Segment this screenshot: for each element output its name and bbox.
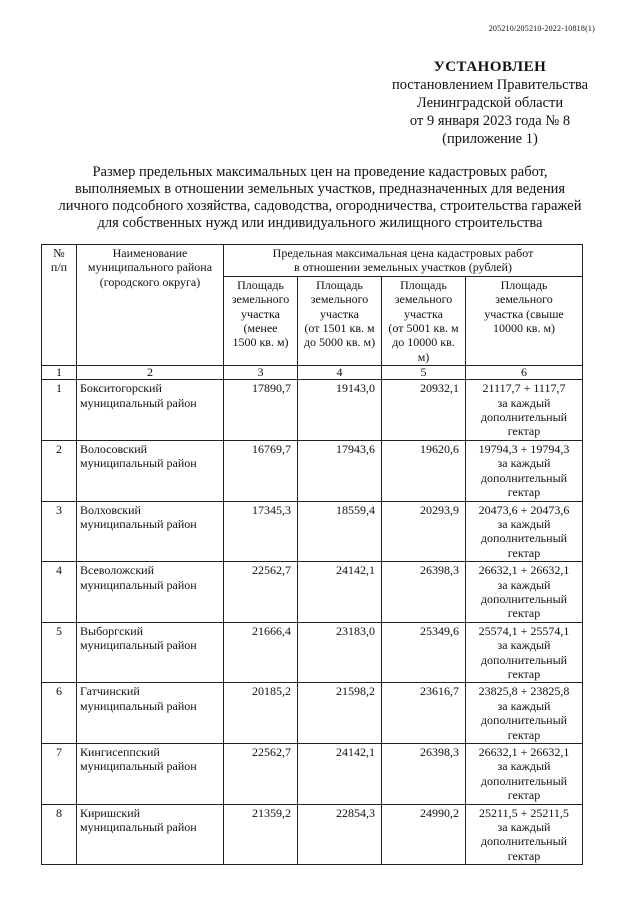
price-table: [41, 244, 583, 865]
price-formula: 25574,1 + 25574,1: [478, 623, 570, 638]
header-area-line: земельного: [231, 292, 290, 307]
district-name-line: Киришский: [80, 805, 141, 820]
table-row: [42, 380, 583, 441]
header-price-line: Предельная максимальная цена кадастровых работ: [272, 246, 534, 260]
table-row: [42, 683, 583, 744]
header-area-line: Площадь: [500, 277, 548, 292]
header-area-1501-5000: [298, 276, 382, 365]
district-name: [77, 744, 224, 805]
price-under-1500: 22562,7: [224, 744, 298, 805]
per-hectare-line: дополнительный: [480, 834, 568, 849]
district-name-line: муниципальный район: [80, 516, 197, 531]
title-line: выполняемых в отношении земельных участков, предназначенных для ведения: [74, 181, 566, 197]
header-area-line: Площадь: [316, 277, 363, 292]
table-row: [42, 622, 583, 683]
per-hectare-line: дополнительный: [480, 470, 568, 485]
column-number-row: [42, 366, 583, 380]
header-area-line: земельного: [394, 292, 453, 307]
district-name: [77, 380, 224, 441]
district-name-line: муниципальный район: [80, 759, 197, 774]
header-price-group: [224, 245, 583, 277]
column-number: 4: [298, 366, 382, 380]
approval-stamp: [380, 58, 600, 148]
district-name-line: муниципальный район: [80, 698, 197, 713]
price-under-1500: 17890,7: [224, 380, 298, 441]
header-area-line: (менее: [243, 321, 278, 336]
price-formula: 26632,1 + 26632,1: [478, 563, 570, 578]
per-hectare-line: за каждый: [497, 759, 551, 774]
per-hectare-line: гектар: [507, 666, 541, 681]
district-name: [77, 440, 224, 501]
per-hectare-line: за каждый: [497, 577, 551, 592]
price-5001-10000: 24990,2: [382, 804, 466, 865]
header-number: [42, 245, 77, 366]
header-area-over-10000: [466, 276, 583, 365]
price-formula: 25211,5 + 25211,5: [479, 805, 569, 820]
row-number: 4: [42, 562, 77, 623]
header-area-line: участка: [404, 306, 443, 321]
price-1501-5000: 22854,3: [298, 804, 382, 865]
price-5001-10000: 20932,1: [382, 380, 466, 441]
district-name-line: Выборгский: [80, 623, 144, 638]
price-over-10000: [466, 501, 583, 562]
price-5001-10000: 25349,6: [382, 622, 466, 683]
row-number: 7: [42, 744, 77, 805]
header-area-line: земельного: [495, 292, 553, 307]
per-hectare-line: за каждый: [497, 395, 551, 410]
price-under-1500: 21666,4: [224, 622, 298, 683]
price-under-1500: 21359,2: [224, 804, 298, 865]
document-title: [30, 164, 610, 232]
price-over-10000: [466, 683, 583, 744]
header-area-5001-10000: [382, 276, 466, 365]
price-formula: 21117,7 + 1117,7: [482, 381, 566, 396]
district-name-line: Бокситогорский: [80, 381, 162, 396]
district-name: [77, 804, 224, 865]
per-hectare-line: дополнительный: [480, 773, 568, 788]
per-hectare-line: гектар: [507, 848, 541, 863]
approval-line: Ленинградской области: [416, 95, 564, 111]
per-hectare-line: гектар: [507, 788, 541, 803]
price-5001-10000: 26398,3: [382, 562, 466, 623]
price-5001-10000: 23616,7: [382, 683, 466, 744]
header-area-under-1500: [224, 276, 298, 365]
per-hectare-line: дополнительный: [480, 591, 568, 606]
district-name-line: Кингисеппский: [80, 745, 160, 759]
price-under-1500: 22562,7: [224, 562, 298, 623]
table-row: [42, 804, 583, 865]
district-name-line: муниципальный район: [80, 638, 197, 653]
price-1501-5000: 24142,1: [298, 744, 382, 805]
header-area-line: до 10000 кв. м): [392, 335, 455, 364]
header-name-line: муниципального района: [87, 260, 213, 275]
column-number: 5: [382, 366, 466, 380]
per-hectare-line: за каждый: [497, 516, 551, 531]
district-name: [77, 683, 224, 744]
row-number: 6: [42, 683, 77, 744]
column-number: 1: [42, 366, 77, 380]
district-name-line: муниципальный район: [80, 456, 197, 471]
column-number: 3: [224, 366, 298, 380]
price-1501-5000: 19143,0: [298, 380, 382, 441]
price-over-10000: [466, 744, 583, 805]
price-5001-10000: 26398,3: [382, 744, 466, 805]
table-row: [42, 744, 583, 805]
per-hectare-line: дополнительный: [480, 652, 568, 667]
title-line: Размер предельных максимальных цен на проведение кадастровых работ,: [92, 164, 548, 180]
district-name-line: муниципальный район: [80, 820, 197, 835]
header-area-line: Площадь: [400, 277, 447, 292]
price-formula: 19794,3 + 19794,3: [478, 441, 570, 456]
document-id: 205210/205210-2022-10818(1): [488, 24, 595, 33]
district-name-line: Гатчинский: [80, 684, 140, 699]
price-1501-5000: 17943,6: [298, 440, 382, 501]
table-row: [42, 562, 583, 623]
price-1501-5000: 18559,4: [298, 501, 382, 562]
header-area-line: участка: [320, 306, 359, 321]
price-under-1500: 20185,2: [224, 683, 298, 744]
price-under-1500: 16769,7: [224, 440, 298, 501]
row-number: 8: [42, 804, 77, 865]
header-name-line: (городского округа): [99, 274, 201, 289]
per-hectare-line: гектар: [507, 545, 541, 560]
header-area-line: участка (свыше: [484, 306, 564, 321]
row-number: 1: [42, 380, 77, 441]
district-name-line: Волосовский: [80, 441, 148, 456]
price-5001-10000: 19620,6: [382, 440, 466, 501]
per-hectare-line: гектар: [507, 424, 541, 439]
district-name-line: муниципальный район: [80, 395, 197, 410]
per-hectare-line: за каждый: [497, 698, 551, 713]
price-formula: 26632,1 + 26632,1: [478, 745, 570, 759]
header-number-line: п/п: [50, 260, 68, 275]
title-line: личного подсобного хозяйства, садоводства, огородничества, строительства гаражей: [58, 198, 582, 214]
header-area-line: земельного: [310, 292, 369, 307]
column-number: 6: [466, 366, 583, 380]
price-formula: 23825,8 + 23825,8: [478, 684, 570, 699]
price-5001-10000: 20293,9: [382, 501, 466, 562]
approval-line: постановлением Правительства: [391, 77, 589, 93]
header-district-name: [77, 245, 224, 366]
price-over-10000: [466, 562, 583, 623]
district-name-line: муниципальный район: [80, 577, 197, 592]
per-hectare-line: дополнительный: [480, 531, 568, 546]
per-hectare-line: гектар: [507, 727, 541, 742]
per-hectare-line: гектар: [507, 485, 541, 500]
price-1501-5000: 21598,2: [298, 683, 382, 744]
district-name: [77, 562, 224, 623]
header-area-line: (от 1501 кв. м: [304, 321, 375, 336]
row-number: 5: [42, 622, 77, 683]
title-line: для собственных нужд или индивидуального жилищного строительства: [97, 215, 543, 231]
district-name: [77, 622, 224, 683]
header-area-line: до 5000 кв. м): [303, 335, 376, 350]
per-hectare-line: за каждый: [497, 456, 551, 471]
district-name: [77, 501, 224, 562]
per-hectare-line: гектар: [507, 606, 541, 621]
header-area-line: участка: [241, 306, 280, 321]
per-hectare-line: за каждый: [497, 820, 551, 835]
price-over-10000: [466, 804, 583, 865]
per-hectare-line: за каждый: [497, 638, 551, 653]
header-price-line: в отношении земельных участков (рублей): [294, 260, 512, 275]
header-area-line: 1500 кв. м): [232, 335, 289, 350]
header-area-line: (от 5001 кв. м: [388, 321, 459, 336]
approval-heading: УСТАНОВЛЕН: [433, 59, 547, 75]
price-1501-5000: 24142,1: [298, 562, 382, 623]
header-area-line: Площадь: [237, 277, 284, 292]
price-formula: 20473,6 + 20473,6: [478, 502, 570, 517]
price-over-10000: [466, 622, 583, 683]
header-number-line: №: [53, 246, 65, 260]
table-row: [42, 440, 583, 501]
district-name-line: Всеволожский: [80, 563, 154, 578]
table-row: [42, 501, 583, 562]
per-hectare-line: дополнительный: [480, 713, 568, 728]
price-1501-5000: 23183,0: [298, 622, 382, 683]
approval-line: от 9 января 2023 года № 8: [409, 113, 571, 129]
price-under-1500: 17345,3: [224, 501, 298, 562]
per-hectare-line: дополнительный: [480, 410, 568, 425]
row-number: 3: [42, 501, 77, 562]
price-over-10000: [466, 440, 583, 501]
district-name-line: Волховский: [80, 502, 141, 517]
header-name-line: Наименование: [112, 246, 188, 260]
approval-line: (приложение 1): [442, 131, 538, 147]
header-area-line: 10000 кв. м): [492, 321, 556, 336]
row-number: 2: [42, 440, 77, 501]
price-over-10000: [466, 380, 583, 441]
column-number: 2: [77, 366, 224, 380]
